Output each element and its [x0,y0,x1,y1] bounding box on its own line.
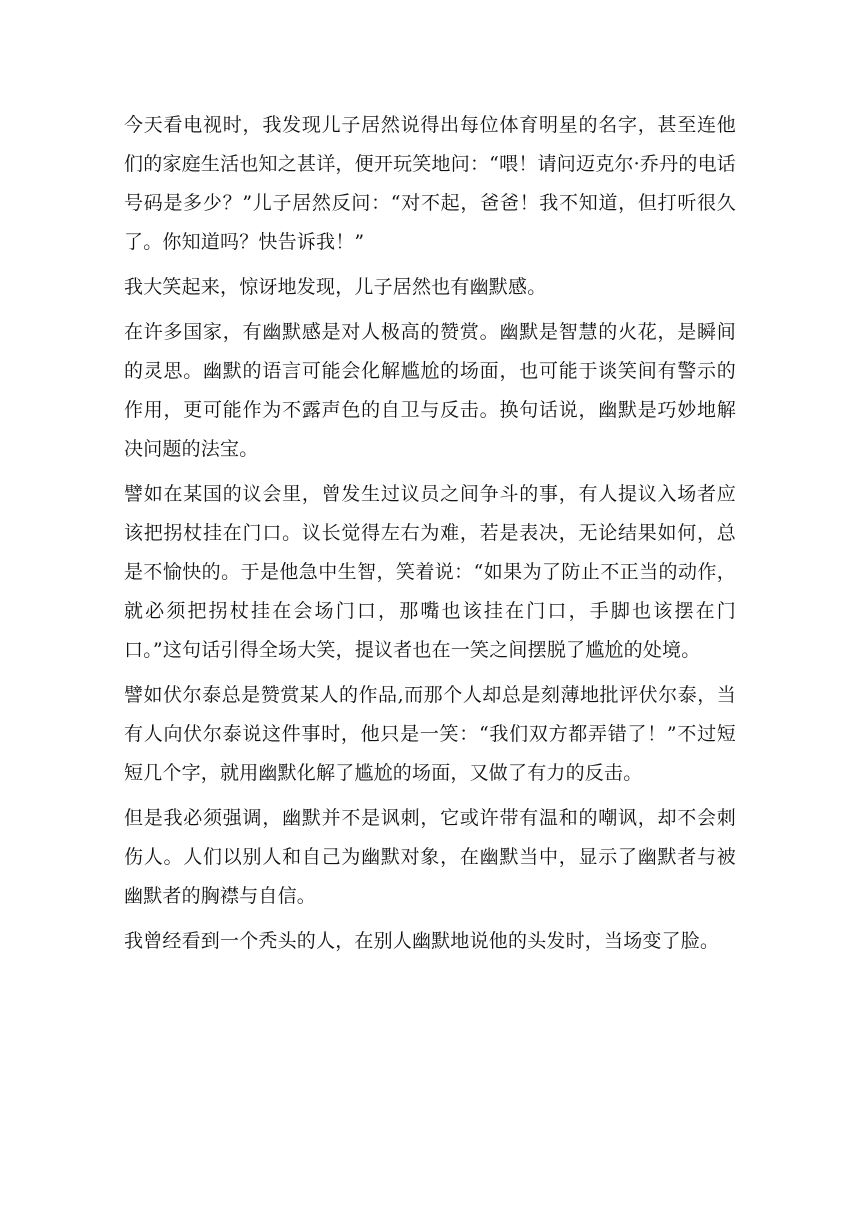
paragraph-tv-son: 今天看电视时，我发现儿子居然说得出每位体育明星的名字，甚至连他们的家庭生活也知之甚详，便开玩笑地问：“喂！请问迈克尔·乔丹的电话号码是多少？”儿子居然反问：“对不起，爸爸！我不知道，但打听很久了。你知道吗？快告诉我！” [124,114,736,253]
paragraph-parliament: 譬如在某国的议会里，曾发生过议员之间争斗的事，有人提议入场者应该把拐杖挂在门口。议长觉得左右为难，若是表决，无论结果如何，总是不愉快的。于是他急中生智，笑着说：“如果为了防止不正当的动作，就必须把拐杖挂在会场门口，那嘴也该挂在门口，手脚也该摆在门口。”这句话引得全场大笑，提议者也在一笑之间摆脱了尴尬的处境。 [124,483,736,661]
paragraph-not-satire: 但是我必须强调，幽默并不是讽刺，它或许带有温和的嘲讽，却不会刺伤人。人们以别人和自己为幽默对象，在幽默当中，显示了幽默者与被幽默者的胸襟与自信。 [124,807,736,907]
paragraph-humor-praise: 在许多国家，有幽默感是对人极高的赞赏。幽默是智慧的火花，是瞬间的灵思。幽默的语言可能会化解尴尬的场面，也可能于谈笑间有警示的作用，更可能作为不露声色的自卫与反击。换句话说，幽默是巧妙地解决问题的法宝。 [124,321,736,460]
paragraph-voltaire: 譬如伏尔泰总是赞赏某人的作品,而那个人却总是刻薄地批评伏尔泰，当有人向伏尔泰说这件事时，他只是一笑：“我们双方都弄错了！”不过短短几个字，就用幽默化解了尴尬的场面，又做了有力的反击。 [124,684,736,784]
paragraph-laugh: 我大笑起来，惊讶地发现，儿子居然也有幽默感。 [124,276,547,298]
paragraph-bald-man: 我曾经看到一个秃头的人，在别人幽默地说他的头发时，当场变了脸。 [124,930,720,952]
